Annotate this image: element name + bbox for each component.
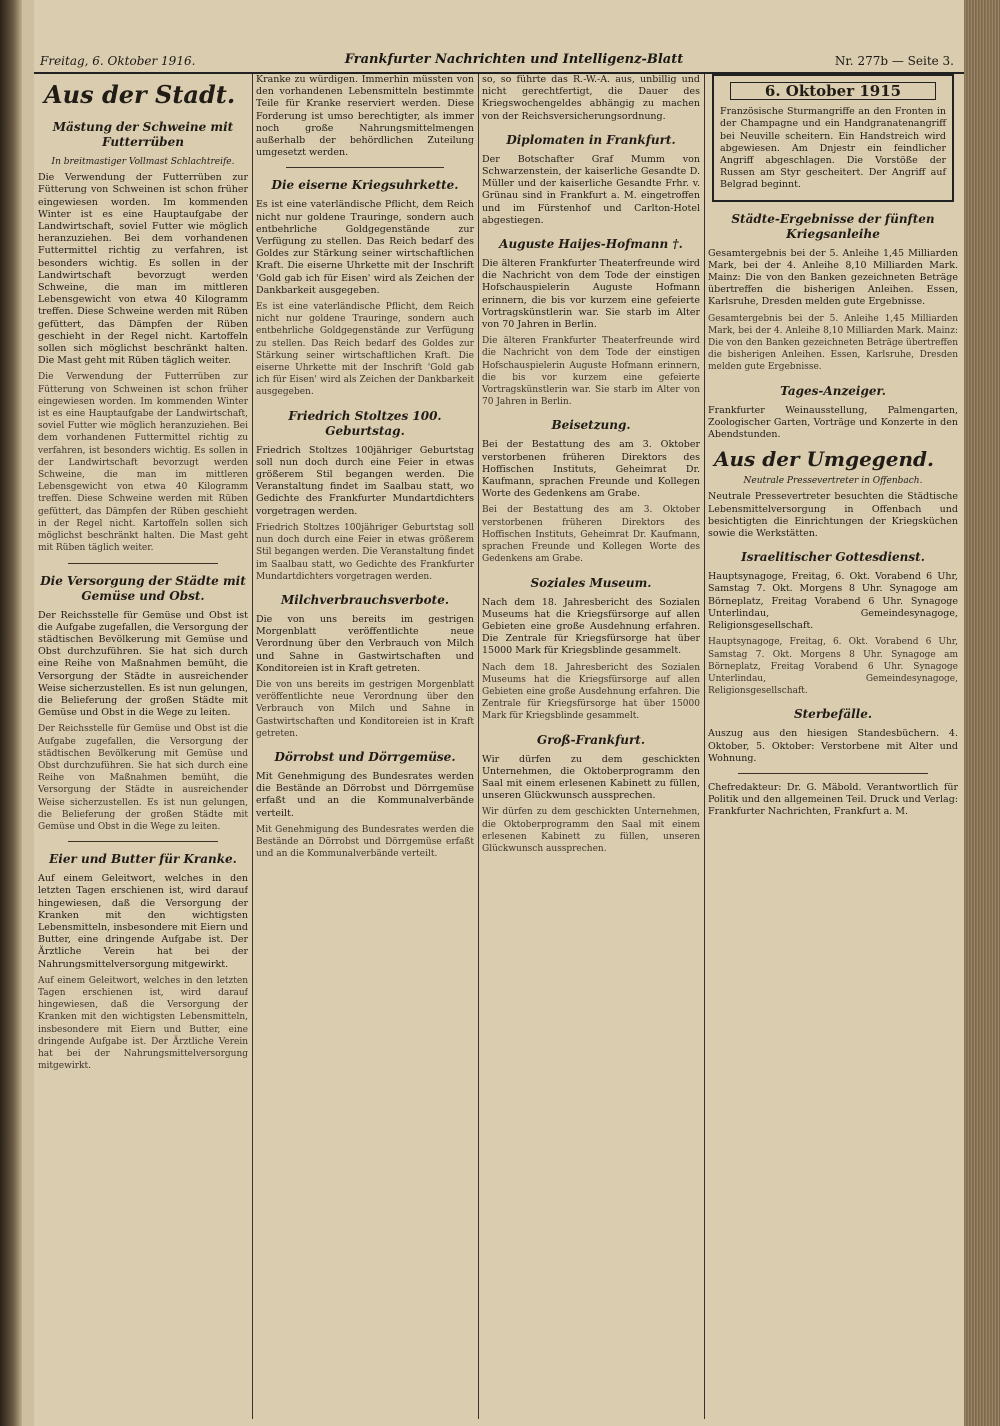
divider (738, 773, 928, 774)
column-rule (252, 74, 253, 1419)
article-title: Städte-Ergebnisse der fünften Kriegsanleihe (731, 211, 935, 241)
anniversary-box (712, 74, 954, 202)
article-title: Israelitischer Gottesdienst. (741, 550, 925, 565)
section-title: Aus der Umgegend. (714, 447, 934, 472)
section-title: Aus der Stadt. (44, 80, 236, 109)
article-body: Es ist eine vaterländische Pflicht, dem Reich nicht nur goldene Trauringe, sondern auch entbehrliche Goldgegenstände zur Verfügung zu stellen. Das Reich bedarf des Goldes zur Stärkung seiner wirtschaftlichen Kraft. Die eiserne Uhrkette mit der Inschrift 'Gold gab ich für Eisen' wird als Zeichen der Dankbarkeit ausgegeben. (256, 199, 474, 296)
article-body: Wir dürfen zu dem geschickten Unternehmen, die Oktoberprogramm den Saal mit einem erlesenen Kabinett zu füllen, unseren Glückwunsch aussprechen. (482, 753, 700, 802)
article-title: Milchverbrauchsverbote. (280, 592, 450, 607)
article-body-continued: Bei der Bestattung des am 3. Oktober verstorbenen früheren Direktors des Hoffischen Instituts, Geheimrat Dr. Kaufmann, sprachen Freunde und Kollegen Worte des Gedenkens am Grabe. (482, 505, 700, 565)
article-title: Tages-Anzeiger. (780, 383, 886, 398)
article-title: Beisetzung. (551, 418, 631, 433)
article-body-continued: Friedrich Stoltzes 100jähriger Geburtstag soll nun doch durch eine Feier in etwas größerem Stil begangen werden. Die Veranstaltung findet im Saalbau statt, wo Gedichte des Frankfurter Mundartdichters vorgetragen werden. (256, 522, 474, 582)
article-body: Auf einem Geleitwort, welches in den letzten Tagen erschienen ist, wird darauf hingewiesen, daß die Versorgung der Kranken mit den wichtigsten Lebensmitteln, insbesondere mit Eiern und Butter, eine dringende Aufgabe ist. Der Ärztliche Verein hat bei der Nahrungsmittelversorgung mitgewirkt. (38, 873, 248, 970)
column-4 (708, 74, 958, 1419)
article-body: Die von uns bereits im gestrigen Morgenblatt veröffentlichte neue Verordnung über den Verbrauch von Milch und Sahne in Gastwirtschaften und Konditoreien ist in Kraft getreten. (256, 613, 474, 674)
article-title: Diplomaten in Frankfurt. (506, 132, 676, 147)
book-spine (0, 0, 22, 1426)
article-body: so, so führte das R.-W.-A. aus, unbillig und nicht gerechtfertigt, die Dauer des Kriegswochengeldes abhängig zu machen von der Reichsversicherungsordnung. (482, 74, 700, 122)
article-title: Friedrich Stoltzes 100. Geburtstag. (288, 408, 442, 438)
article-body: Der Botschafter Graf Mumm von Schwarzenstein, der kaiserliche Gesandte D. Müller und der kaiserliche Gesandte Frhr. v. Grünau sind in Frankfurt a. M. eingetroffen und im Fürstenhof und Carlton-Hotel abgestiegen. (482, 153, 700, 226)
divider (68, 563, 218, 564)
article-body: Gesamtergebnis bei der 5. Anleihe 1,45 Milliarden Mark, bei der 4. Anleihe 8,10 Milliarden Mark. Mainz: Die von den Banken gezeichneten Beträge übertreffen die bisherigen Anleihen. Essen, Karlsruhe, Dresden melden gute Ergebnisse. (708, 247, 958, 308)
imprint: Chefredakteur: Dr. G. Mäbold. Verantwortlich für Politik und den allgemeinen Teil. Druck und Verlag: Frankfurter Nachrichten, Frankfurt a. M. (708, 781, 958, 818)
article-title: Eier und Butter für Kranke. (49, 852, 237, 867)
article-body-continued: Die von uns bereits im gestrigen Morgenblatt veröffentlichte neue Verordnung über den Verbrauch von Milch und Sahne in Gastwirtschaften und Konditoreien ist in Kraft getreten. (256, 679, 474, 739)
article-body-continued: Wir dürfen zu dem geschickten Unternehmen, die Oktoberprogramm den Saal mit einem erlesenen Kabinett zu füllen, unseren Glückwunsch aussprechen. (482, 807, 700, 854)
article-title: Dörrobst und Dörrgemüse. (274, 749, 456, 764)
article-title: Soziales Museum. (530, 575, 652, 590)
article-body: Friedrich Stoltzes 100jähriger Geburtstag soll nun doch durch eine Feier in etwas größerem Stil begangen werden. Die Veranstaltung findet im Saalbau statt, wo Gedichte des Frankfurter Mundartdichters vorgetragen werden. (256, 444, 474, 517)
page-stack-edge (964, 0, 1000, 1426)
column-1 (38, 74, 248, 1419)
article-body: Der Reichsstelle für Gemüse und Obst ist die Aufgabe zugefallen, die Versorgung der städtischen Bevölkerung mit Gemüse und Obst durchzuführen. Sie hat sich durch eine Reihe von Maßnahmen bemüht, die Versorgung der Städte in ausreichender Weise sicherzustellen. Es ist nun gelungen, die Belieferung der großen Städte mit Gemüse und Obst in die Wege zu leiten. (38, 609, 248, 719)
article-body-continued: Die Verwendung der Futterrüben zur Fütterung von Schweinen ist schon früher eingewiesen worden. Im kommenden Winter ist es eine Hauptaufgabe der Landwirtschaft, soviel Futter wie möglich heranzuziehen. Bei dem vorhandenen Futtermittel richtig zu verfahren, ist besonders wichtig. Es sollen in der Landwirtschaft bevorzugt werden Schweine, die man im mittleren Lebensgewicht von etwa 40 Kilogramm treffen. Diese Schweine werden mit Rüben gefüttert, das Dämpfen der Rüben geschieht in der Regel nicht. Kartoffeln sollen sich möglichst beschränkt halten. Die Mast geht mit Rüben täglich weiter. (38, 372, 248, 554)
article-body: Neutrale Pressevertreter besuchten die Städtische Lebensmittelversorgung in Offenbach und besichtigten die Einrichtungen der Kriegsküchen sowie die Werkstätten. (708, 491, 958, 540)
newspaper-page (34, 0, 964, 1426)
article-body-continued: Der Reichsstelle für Gemüse und Obst ist die Aufgabe zugefallen, die Versorgung der städtischen Bevölkerung mit Gemüse und Obst durchzuführen. Sie hat sich durch eine Reihe von Maßnahmen bemüht, die Versorgung der Städte in ausreichender Weise sicherzustellen. Es ist nun gelungen, die Belieferung der großen Städte mit Gemüse und Obst in die Wege zu leiten. (38, 724, 248, 832)
article-body: Auszug aus den hiesigen Standesbüchern. 4. Oktober, 5. Oktober: Verstorbene mit Alter und Wohnung. (708, 728, 958, 764)
article-body: Frankfurter Weinausstellung, Palmengarten, Zoologischer Garten, Vorträge und Konzerte in den Abendstunden. (708, 404, 958, 441)
divider (68, 841, 218, 842)
article-title: Die Versorgung der Städte mit Gemüse und Obst. (40, 573, 246, 603)
article-title: Die eiserne Kriegsuhrkette. (271, 178, 459, 193)
page-header (34, 48, 964, 74)
article-body: Bei der Bestattung des am 3. Oktober verstorbenen früheren Direktors des Hoffischen Instituts, Geheimrat Dr. Kaufmann, sprachen Freunde und Kollegen Worte des Gedenkens am Grabe. (482, 439, 700, 500)
article-body-continued: Gesamtergebnis bei der 5. Anleihe 1,45 Milliarden Mark, bei der 4. Anleihe 8,10 Milliarden Mark. Mainz: Die von den Banken gezeichneten Beträge übertreffen die bisherigen Anleihen. Essen, Karlsruhe, Dresden melden gute Ergebnisse. (708, 313, 958, 373)
column-rule (704, 74, 705, 1419)
article-body-continued: Hauptsynagoge, Freitag, 6. Okt. Vorabend 6 Uhr, Samstag 7. Okt. Morgens 8 Uhr. Synagoge am Börneplatz, Freitag Vorabend 6 Uhr. Synagoge Unterlindau, Gemeindesynagoge, Religionsgesellschaft. (708, 637, 958, 697)
article-body: Die Verwendung der Futterrüben zur Fütterung von Schweinen ist schon früher eingewiesen worden. Im kommenden Winter ist es eine Hauptaufgabe der Landwirtschaft, soviel Futter wie möglich heranzuziehen. Bei dem vorhandenen Futtermittel richtig zu verfahren, ist besonders wichtig. Es sollen in der Landwirtschaft bevorzugt werden Schweine, die man im mittleren Lebensgewicht von etwa 40 Kilogramm treffen. Diese Schweine werden mit Rüben gefüttert, das Dämpfen der Rüben geschieht in der Regel nicht. Kartoffeln sollen sich möglichst beschränkt halten. Die Mast geht mit Rüben täglich weiter. (38, 172, 248, 367)
column-2 (256, 74, 474, 1419)
article-body: Kranke zu würdigen. Immerhin müssten von den vorhandenen Lebensmitteln bestimmte Teile für Kranke reserviert werden. Diese Forderung ist umso berechtigter, als immer noch große Nahrungsmittelmengen außerhalb der behördlichen Zuteilung umgesetzt werden. (256, 74, 474, 159)
article-subtitle: Neutrale Pressevertreter in Offenbach. (743, 476, 923, 487)
article-title: Groß-Frankfurt. (536, 732, 646, 747)
article-body-continued: Die älteren Frankfurter Theaterfreunde wird die Nachricht von dem Tode der einstigen Hofschauspielerin Auguste Hofmann erinnern, die bis vor kurzem eine gefeierte Vortragskünstlerin war. Sie starb im Alter von 70 Jahren in Berlin. (482, 336, 700, 408)
article-title: Mästung der Schweine mit Futterrüben (52, 120, 234, 149)
article-title: Sterbefälle. (793, 707, 873, 722)
header-date: Freitag, 6. Oktober 1916. (40, 54, 196, 68)
column-rule (478, 74, 479, 1419)
box-date: 6. Oktober 1915 (730, 82, 936, 100)
article-body: Die älteren Frankfurter Theaterfreunde wird die Nachricht von dem Tode der einstigen Hofschauspielerin Auguste Hofmann erinnern, die bis vor kurzem eine gefeierte Vortragskünstlerin war. Sie starb im Alter von 70 Jahren in Berlin. (482, 258, 700, 331)
article-body: Hauptsynagoge, Freitag, 6. Okt. Vorabend 6 Uhr, Samstag 7. Okt. Morgens 8 Uhr. Synagoge am Börneplatz, Freitag Vorabend 6 Uhr. Synagoge Unterlindau, Gemeindesynagoge, Religionsgesellschaft. (708, 571, 958, 632)
article-body-continued: Nach dem 18. Jahresbericht des Sozialen Museums hat die Kriegsfürsorge auf allen Gebieten eine große Ausdehnung erfahren. Die Zentrale für Kriegsfürsorge hat über 15000 Mark für Kriegsblinde gesammelt. (482, 662, 700, 722)
article-body-continued: Auf einem Geleitwort, welches in den letzten Tagen erschienen ist, wird darauf hingewiesen, daß die Versorgung der Kranken mit den wichtigsten Lebensmitteln, insbesondere mit Eiern und Butter, eine dringende Aufgabe ist. Der Ärztliche Verein hat bei der Nahrungsmittelversorgung mitgewirkt. (38, 975, 248, 1072)
article-body-continued: Mit Genehmigung des Bundesrates werden die Bestände an Dörrobst und Dörrgemüse erfaßt und an die Kommunalverbände verteilt. (256, 824, 474, 860)
divider (286, 167, 444, 168)
box-text: Französische Sturmangriffe an den Fronten in der Champagne und ein Handgranatenangriff bei Neuville scheitern. Ein Handstreich wird abgewiesen. Am Dnjestr ein feindlicher Angriff abgeschlagen. Die Vorstöße der Russen am Styr gescheitert. Der Angriff auf Belgrad beginnt. (720, 106, 946, 191)
article-body-continued: Es ist eine vaterländische Pflicht, dem Reich nicht nur goldene Trauringe, sondern auch entbehrliche Goldgegenstände zur Verfügung zu stellen. Das Reich bedarf des Goldes zur Stärkung seiner wirtschaftlichen Kraft. Die eiserne Uhrkette mit der Inschrift 'Gold gab ich für Eisen' wird als Zeichen der Dankbarkeit ausgegeben. (256, 302, 474, 398)
header-page-number: Nr. 277b — Seite 3. (834, 54, 954, 68)
article-body: Nach dem 18. Jahresbericht des Sozialen Museums hat die Kriegsfürsorge auf allen Gebieten eine große Ausdehnung erfahren. Die Zentrale für Kriegsfürsorge hat über 15000 Mark für Kriegsblinde gesammelt. (482, 596, 700, 657)
article-body: Mit Genehmigung des Bundesrates werden die Bestände an Dörrobst und Dörrgemüse erfaßt und an die Kommunalverbände verteilt. (256, 770, 474, 819)
article-title: Auguste Haijes-Hofmann †. (499, 237, 683, 252)
article-subtitle: In breitmastiger Vollmast Schlachtreife. (51, 157, 235, 167)
column-3 (482, 74, 700, 1419)
header-masthead: Frankfurter Nachrichten und Intelligenz-Blatt (344, 52, 684, 67)
